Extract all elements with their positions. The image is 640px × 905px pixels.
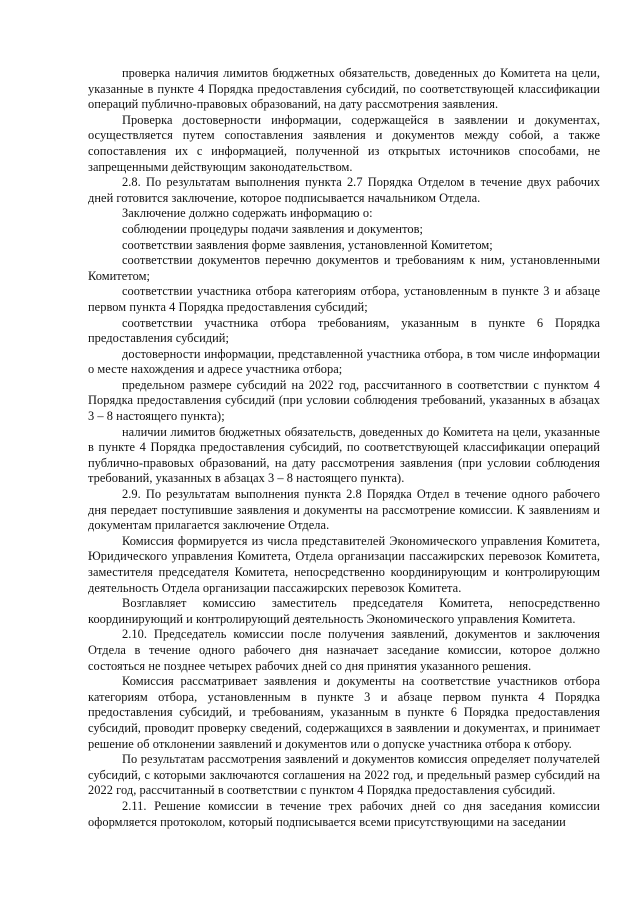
paragraph-17: Комиссия рассматривает заявления и документы на соответствие участников отбора категориям отбора, установленным в пункте 3 и абзаце первом пункта 4 Порядка предоставления субсидий, и требованиям, указанным в пункте 6 Порядка предоставления субсидий, проводит проверку сведений, содержащихся в заявлении и документах, и принимает решение об отклонении заявлений и документов или о допуске участника отбора к отбору. xyxy=(88,674,600,751)
paragraph-5: соблюдении процедуры подачи заявления и документов; xyxy=(122,221,424,236)
document-page xyxy=(88,66,600,830)
paragraph-11: предельном размере субсидий на 2022 год, рассчитанного в соответствии с пунктом 4 Порядка предоставления субсидий (при условии соблюдения требований, указанных в абзацах 3 – 8 настоящего пункта); xyxy=(88,377,600,424)
paragraph-4: Заключение должно содержать информацию о: xyxy=(122,206,373,221)
paragraph-1: проверка наличия лимитов бюджетных обязательств, доведенных до Комитета на цели, указанные в пункте 4 Порядка предоставления субсидий, по соответствующей классификации операций публично-правовых образований, на дату рассмотрения заявления. xyxy=(88,66,600,112)
paragraph-10: достоверности информации, представленной участника отбора, в том числе информации о месте нахождения и адресе участника отбора; xyxy=(88,346,600,377)
paragraph-19: 2.11. Решение комиссии в течение трех рабочих дней со дня заседания комиссии оформляется протоколом, который подписывается всеми присутствующими на заседании xyxy=(88,798,600,829)
paragraph-14: Комиссия формируется из числа представителей Экономического управления Комитета, Юридического управления Комитета, Отдела организации пассажирских перевозок Комитета, заместителя председателя Комитета, непосредственно координирующим и контролирующим деятельность Отдела организации пассажирских перевозок Комитета. xyxy=(88,533,600,595)
paragraph-15: Возглавляет комиссию заместитель председателя Комитета, непосредственно координирующий и контролирующий деятельность Экономического управления Комитета. xyxy=(88,596,600,626)
paragraph-13: 2.9. По результатам выполнения пункта 2.8 Порядка Отдел в течение одного рабочего дня передает поступившие заявления и документы на рассмотрение комиссии. К заявлениям и документам прилагается заключение Отдела. xyxy=(88,487,600,533)
paragraph-7: соответствии документов перечню документов и требованиям к ним, установленными Комитетом; xyxy=(88,253,600,283)
paragraph-9: соответствии участника отбора требованиям, указанным в пункте 6 Порядка предоставления субсидий; xyxy=(88,315,600,346)
paragraph-8: соответствии участника отбора категориям отбора, установленным в пункте 3 и абзаце первом пункта 4 Порядка предоставления субсидий; xyxy=(88,284,600,314)
paragraph-18: По результатам рассмотрения заявлений и документов комиссия определяет получателей субсидий, с которыми заключаются соглашения на 2022 год, и предельный размер субсидий на 2022 год, рассчитанный в соответствии с пунктом 4 Порядка предоставления субсидий. xyxy=(88,752,600,798)
paragraph-12: наличии лимитов бюджетных обязательств, доведенных до Комитета на цели, указанные в пункте 4 Порядка предоставления субсидий, по соответствующей классификации операций публично-правовых образований, на дату рассмотрения заявления (при условии соблюдения требований, указанных в абзацах 3 – 8 настоящего пункта). xyxy=(88,424,600,486)
paragraph-3: 2.8. По результатам выполнения пункта 2.7 Порядка Отделом в течение двух рабочих дней готовится заключение, которое подписывается начальником Отдела. xyxy=(88,175,600,205)
paragraph-6: соответствии заявления форме заявления, установленной Комитетом; xyxy=(122,237,493,252)
paragraph-16: 2.10. Председатель комиссии после получения заявлений, документов и заключения Отдела в течение одного рабочего дня назначает заседание комиссии, которое должно состояться не позднее четырех рабочих дней со дня принятия указанного решения. xyxy=(88,627,600,673)
paragraph-2: Проверка достоверности информации, содержащейся в заявлении и документах, осуществляется путем сопоставления заявления и документов между собой, а также сопоставления их с информацией, полученной из открытых источников способами, не запрещенными действующим законодательством. xyxy=(88,112,600,174)
